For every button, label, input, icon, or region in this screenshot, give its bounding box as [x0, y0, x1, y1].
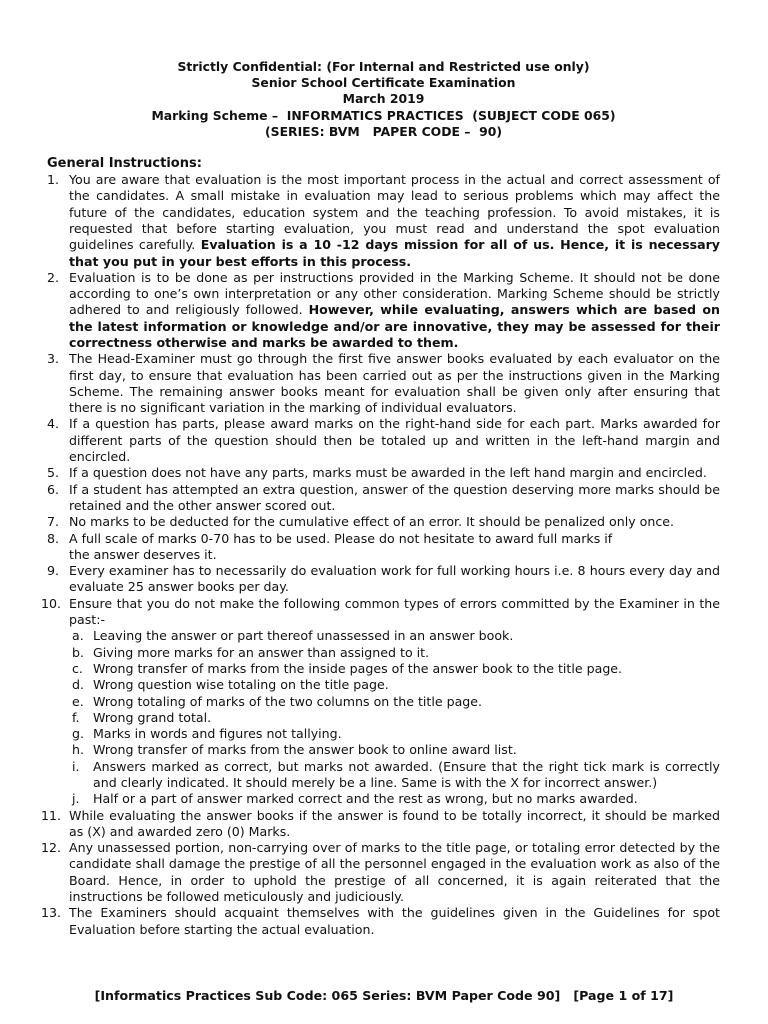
instruction-number: 13. [41, 905, 62, 921]
instruction-text: The Examiners should acquaint themselves with the guidelines given in the Guidelines for spot Evaluation before starting the actual evaluation. [69, 905, 720, 937]
instruction-number: 1. [47, 172, 60, 188]
instruction-text-continued: the answer deserves it. [69, 546, 217, 562]
sub-item-text: Wrong grand total. [93, 709, 212, 725]
document-header [47, 59, 720, 140]
instruction-item [47, 351, 720, 416]
instruction-text: If a question has parts, please award marks on the right-hand side for each part. Marks awarded for different parts of the question should then be totaled up and written in the left-hand margin and encircled. [69, 416, 720, 465]
instruction-text: Ensure that you do not make the following common types of errors committed by the Examiner in the past:- [69, 595, 720, 628]
instruction-item [47, 482, 720, 515]
sub-item-text: Wrong transfer of marks from the inside pages of the answer book to the title page. [93, 660, 623, 676]
sub-item-letter: f. [72, 709, 80, 725]
sub-item-letter: a. [72, 628, 84, 644]
instruction-item [47, 416, 720, 465]
sub-item-letter: h. [72, 742, 84, 758]
instruction-text: While evaluating the answer books if the answer is found to be totally incorrect, it should be marked as (X) and awarded zero (0) Marks. [69, 807, 720, 839]
instruction-number: 12. [41, 840, 62, 856]
page-footer: [Informatics Practices Sub Code: 065 Series: BVM Paper Code 90] [Page 1 of 17] [94, 988, 674, 1003]
instruction-number: 8. [47, 530, 60, 546]
error-type-item [69, 677, 720, 693]
error-type-item [69, 759, 720, 792]
instruction-text: A full scale of marks 0-70 has to be used. Please do not hesitate to award full marks if [69, 530, 613, 546]
general-instructions-title: General Instructions: [47, 156, 202, 172]
instruction-number: 4. [47, 416, 60, 432]
instruction-item [47, 514, 720, 530]
error-type-item [69, 791, 720, 807]
exam-name-line: Senior School Certificate Examination [251, 75, 516, 91]
instruction-text: You are aware that evaluation is the most important process in the actual and correct assessment of the candidates. A small mistake in evaluation may lead to serious problems which may affect the future of the candidates, education system and the teaching profession. To avoid mistakes, it is requested that before starting evaluation, you must read and understand the spot evaluation guidelines carefully. [69, 172, 720, 253]
instruction-number: 9. [47, 563, 60, 579]
instructions-list [41, 172, 721, 938]
instruction-item [47, 465, 720, 481]
instruction-item [41, 840, 720, 905]
sub-item-text: Wrong totaling of marks of the two columns on the title page. [93, 693, 483, 709]
instruction-bold-text: However, while evaluating, answers which are based on the latest information or knowledge and/or are innovative, they may be assessed for their correctness otherwise and marks be awarded to them. [69, 302, 721, 350]
instruction-text: If a student has attempted an extra question, answer of the question deserving more marks should be retained and the other answer scored out. [69, 481, 720, 513]
instruction-bold-text: Evaluation is a 10 -12 days mission for all of us. Hence, it is necessary that you put in your best efforts in this process. [69, 237, 720, 269]
subject-line: Marking Scheme – INFORMATICS PRACTICES (SUBJECT CODE 065) [151, 107, 616, 123]
error-type-item [69, 710, 720, 726]
sub-item-text: Wrong question wise totaling on the title page. [93, 677, 389, 693]
instruction-item [41, 905, 720, 938]
instruction-number: 6. [47, 481, 60, 497]
sub-item-text: Answers marked as correct, but marks not awarded. (Ensure that the right tick mark is correctly and clearly indicated. It should merely be a line. Same is with the X for incorrect answer.) [93, 758, 720, 790]
sub-item-text: Half or a part of answer marked correct and the rest as wrong, but no marks awarded. [93, 791, 638, 807]
error-type-item [69, 694, 720, 710]
sub-item-letter: g. [72, 726, 84, 742]
sub-item-letter: e. [72, 693, 84, 709]
instruction-item [47, 172, 720, 270]
exam-date-line: March 2019 [342, 91, 425, 107]
instruction-text: The Head-Examiner must go through the first five answer books evaluated by each evaluator on the first day, to ensure that evaluation has been carried out as per the instructions given in the Marking Scheme. The remaining answer books meant for evaluation shall be given only after ensuring that there is no significant variation in the marking of individual evaluators. [69, 351, 720, 416]
instruction-text: Every examiner has to necessarily do evaluation work for full working hours i.e. 8 hours every day and evaluate 25 answer books per day. [69, 563, 720, 595]
sub-item-text: Wrong transfer of marks from the answer book to online award list. [93, 742, 517, 758]
instruction-number: 3. [47, 351, 60, 367]
sub-item-text: Leaving the answer or part thereof unassessed in an answer book. [93, 628, 514, 644]
instruction-item [47, 563, 720, 596]
instruction-text: No marks to be deducted for the cumulative effect of an error. It should be penalized only once. [69, 514, 675, 530]
error-type-item [69, 628, 720, 644]
sub-item-letter: j. [72, 791, 80, 807]
instruction-number: 10. [41, 595, 62, 611]
series-line: (SERIES: BVM PAPER CODE – 90) [264, 123, 502, 139]
instruction-item [41, 807, 720, 841]
instruction-number: 11. [41, 807, 62, 823]
error-type-item [69, 661, 720, 677]
instruction-text: If a question does not have any parts, marks must be awarded in the left hand margin and encircled. [69, 465, 707, 481]
instruction-item [41, 595, 720, 808]
confidential-line: Strictly Confidential: (For Internal and Restricted use only) [177, 59, 590, 74]
instruction-item [47, 531, 720, 564]
instruction-item [47, 270, 720, 351]
error-type-item [69, 726, 720, 742]
sub-item-letter: c. [72, 660, 83, 676]
error-type-item [69, 742, 720, 758]
sub-item-text: Marks in words and figures not tallying. [93, 726, 342, 742]
sub-item-text: Giving more marks for an answer than assigned to it. [93, 644, 430, 660]
instruction-text: Evaluation is to be done as per instructions provided in the Marking Scheme. It should not be done according to one’s own interpretation or any other consideration. Marking Scheme should be strictly adhered to and religiously followed. [69, 269, 720, 318]
sub-item-letter: i. [72, 758, 80, 774]
error-type-item [69, 645, 720, 661]
instruction-text: Any unassessed portion, non-carrying over of marks to the title page, or totaling error detected by the candidate shall damage the prestige of all the personnel engaged in the evaluation work as also of the Board. Hence, in order to uphold the prestige of all concerned, it is again reiterated that the instructions be followed meticulously and judiciously. [69, 840, 720, 905]
instruction-number: 2. [47, 269, 60, 285]
instruction-number: 5. [47, 465, 60, 481]
error-types-list [69, 628, 720, 807]
sub-item-letter: b. [72, 644, 84, 660]
sub-item-letter: d. [72, 677, 84, 693]
instruction-number: 7. [47, 514, 60, 530]
